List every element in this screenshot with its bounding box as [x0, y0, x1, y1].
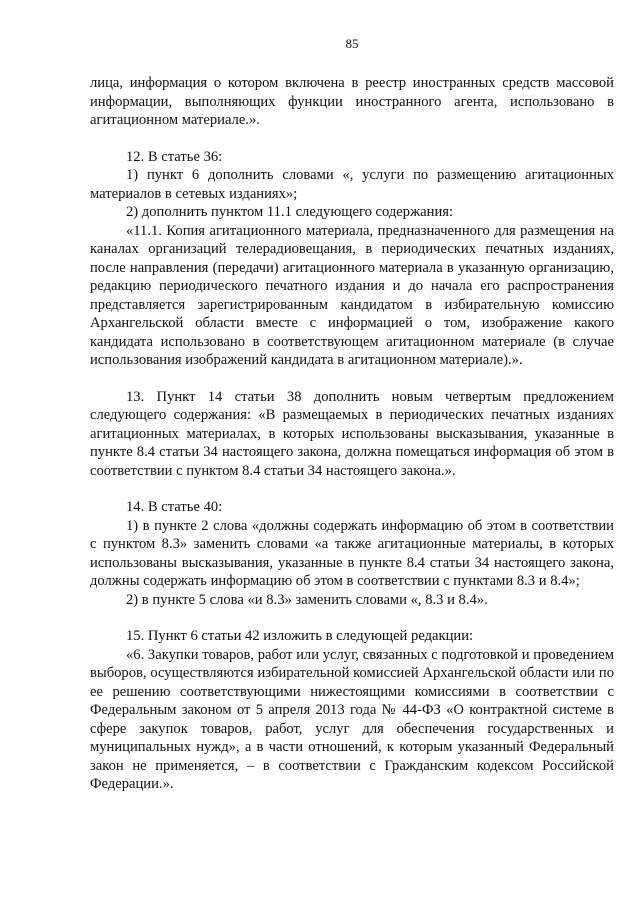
paragraph-clause-11-1: «11.1. Копия агитационного материала, предназначенного для размещения на каналах организаций телерадиовещания, в периодических печатных изданиях, после направления (передачи) агитационного материала в указанную организацию, редакцию периодического печатного издания и до начала его распространения представляется зарегистрированным кандидатом в избирательную комиссию Архангельской области вместе с информацией о том, изображение какого кандидата использовано в соответствующем агитационном материале (в случае использования изображений кандидата в агитационном материале).». — [90, 222, 614, 368]
page-number: 85 — [345, 36, 359, 51]
paragraph-article-42-clause-6: «6. Закупки товаров, работ или услуг, связанных с подготовкой и проведением выборов, осуществляются избирательной комиссией Архангельской области или по ее решению соответствующими нижестоящими комиссиями в соответствии с Федеральным законом от 5 апреля 2013 года № 44-ФЗ «О контрактной системе в сфере закупок товаров, работ, услуг для обеспечения государственных и муниципальных нужд», а в части отношений, к которым указанный Федеральный закон не применяется, – в соответствии с Гражданским кодексом Российской Федерации.». — [90, 646, 614, 792]
document-page — [90, 36, 614, 794]
paragraph-article-38: 13. Пункт 14 статьи 38 дополнить новым четвертым предложением следующего содержания: «В размещаемых в периодических печатных изданиях агитационных материалах, в которых использованы высказывания, указанные в пункте 8.4 статьи 34 настоящего закона, должна помещаться информация об этом в соответствии с пунктом 8.4 статьи 34 настоящего закона.». — [90, 388, 614, 479]
paragraph-article-42-heading: 15. Пункт 6 статьи 42 изложить в следующей редакции: — [126, 628, 474, 644]
paragraph-continuation: лица, информация о котором включена в реестр иностранных средств массовой информации, выполняющих функции иностранного агента, использовано в агитационном материале.». — [90, 75, 614, 128]
paragraph-article-40-item-2: 2) в пункте 5 слова «и 8.3» заменить словами «, 8.3 и 8.4». — [126, 591, 488, 608]
paragraph-article-40-item-1: 1) в пункте 2 слова «должны содержать информацию об этом в соответствии с пунктом 8.3» заменить словами «а также агитационные материалы, в которых использованы высказывания, указанные в пункте 8.4 статьи 34 настоящего закона, должны содержать информацию об этом в соответствии с пунктами 8.3 и 8.4»; — [90, 517, 614, 589]
paragraph-article-36-item-2: 2) дополнить пунктом 11.1 следующего содержания: — [126, 204, 454, 220]
paragraph-article-36-heading: 12. В статье 36: — [126, 148, 223, 165]
paragraph-article-36-item-1: 1) пункт 6 дополнить словами «, услуги по размещению агитационных материалов в сетевых изданиях»; — [90, 167, 614, 202]
paragraph-article-40-heading: 14. В статье 40: — [126, 499, 223, 515]
